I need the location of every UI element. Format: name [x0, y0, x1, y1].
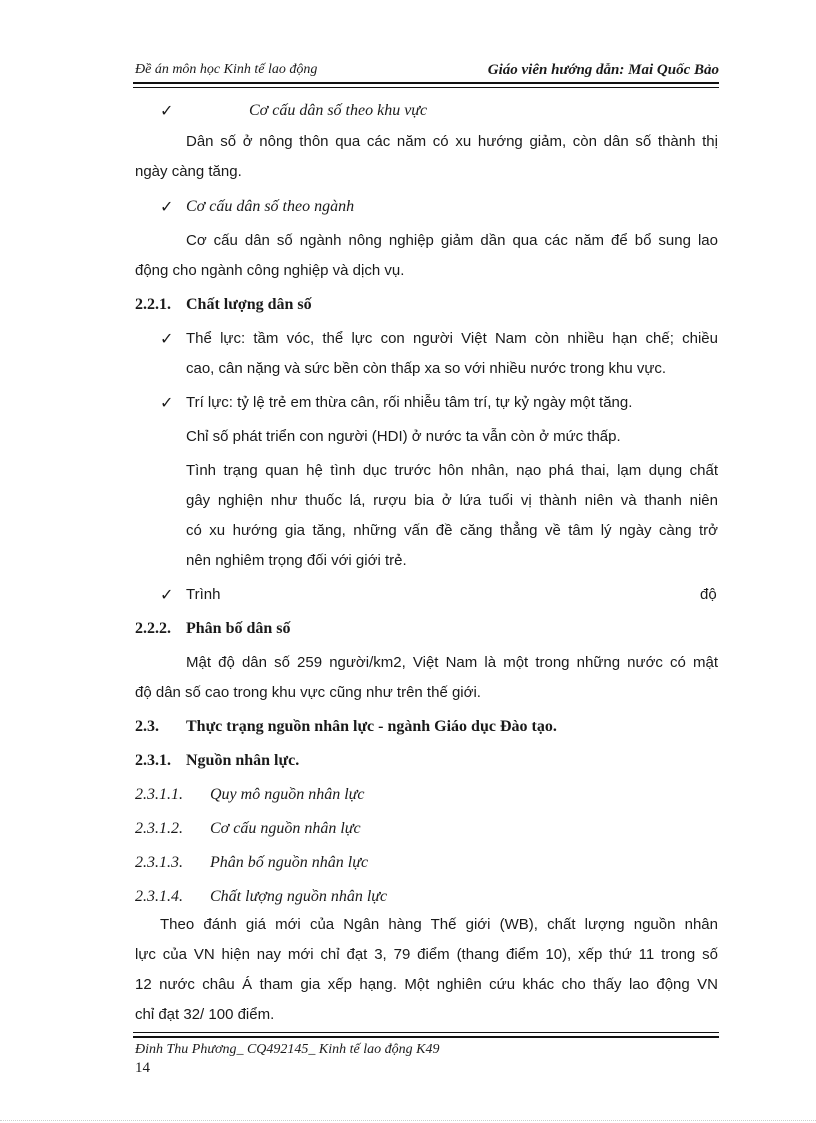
page-number: 14 [135, 1060, 150, 1076]
section-number: 2.3.1. [135, 752, 171, 769]
subsection-title: Phân bố nguồn nhân lực [210, 854, 369, 871]
subsection-heading [135, 853, 368, 873]
paragraph-line: chỉ đạt 32/ 100 điểm. [135, 1006, 275, 1023]
paragraph-line: gây nghiện như thuốc lá, rượu bia ở lứa tuổi vị thành niên và thanh niên [186, 492, 718, 509]
subsection-number: 2.3.1.3. [135, 854, 183, 871]
section-number: 2.2.1. [135, 296, 171, 313]
paragraph-line: có xu hướng gia tăng, những vấn đề căng thẳng về tâm lý ngày càng trở [186, 522, 718, 539]
section-title: Chất lượng dân số [186, 296, 312, 313]
paragraph-line: Cơ cấu dân số ngành nông nghiệp giảm dần qua các năm để bổ sung lao [186, 232, 718, 249]
section-heading [135, 619, 291, 639]
paragraph-line: lực của VN hiện nay mới chỉ đạt 3, 79 điểm (thang điểm 10), xếp thứ 11 trong số [135, 946, 718, 963]
header-left: Đề án môn học Kinh tế lao động [135, 62, 318, 77]
header-rule-thick [133, 82, 719, 84]
subsection-number: 2.3.1.2. [135, 820, 183, 837]
check-icon: ✓ [160, 101, 174, 120]
bullet-text: Cơ cấu dân số theo khu vực [249, 102, 428, 119]
subsection-title: Cơ cấu nguồn nhân lực [210, 820, 361, 837]
section-heading [135, 751, 299, 771]
footer-rule-thin [133, 1032, 719, 1033]
bullet-text: độ [700, 586, 717, 603]
header-rule-thin [133, 87, 719, 88]
section-number: 2.3. [135, 718, 159, 735]
paragraph-line: Chỉ số phát triển con người (HDI) ở nước ta vẫn còn ở mức thấp. [186, 428, 621, 445]
subsection-number: 2.3.1.4. [135, 888, 183, 905]
paragraph-line: Tình trạng quan hệ tình dục trước hôn nhân, nạo phá thai, lạm dụng chất [186, 462, 718, 479]
page-edge-dots [0, 1120, 816, 1121]
subsection-title: Quy mô nguồn nhân lực [210, 786, 365, 803]
bullet-text: Thể lực: tầm vóc, thể lực con người Việt Nam còn nhiều hạn chế; chiều [186, 330, 718, 347]
subsection-number: 2.3.1.1. [135, 786, 183, 803]
paragraph-line: ngày càng tăng. [135, 163, 242, 180]
section-heading [135, 717, 557, 737]
subsection-heading [135, 785, 364, 805]
section-title: Nguồn nhân lực. [186, 752, 300, 769]
section-number: 2.2.2. [135, 620, 171, 637]
subsection-title: Chất lượng nguồn nhân lực [210, 888, 388, 905]
bullet-text: Cơ cấu dân số theo ngành [186, 198, 355, 215]
section-title: Phân bố dân số [186, 620, 291, 637]
check-icon: ✓ [160, 197, 174, 216]
check-icon: ✓ [160, 329, 174, 348]
header-right: Giáo viên hướng dẫn: Mai Quốc Bảo [487, 62, 719, 78]
bullet-text: Trình [186, 586, 221, 603]
check-icon: ✓ [160, 585, 174, 604]
paragraph-line: Theo đánh giá mới của Ngân hàng Thế giới (WB), chất lượng nguồn nhân [160, 916, 718, 933]
section-heading [135, 295, 312, 315]
paragraph-line: độ dân số cao trong khu vực cũng như trên thế giới. [135, 684, 481, 701]
footer-rule-thick [133, 1036, 719, 1038]
footer-author: Đinh Thu Phương_ CQ492145_ Kinh tế lao động K49 [135, 1042, 440, 1057]
check-icon: ✓ [160, 393, 174, 412]
paragraph-line: 12 nước châu Á tham gia xếp hạng. Một nghiên cứu khác cho thấy lao động VN [135, 976, 718, 993]
paragraph-line: nên nghiêm trọng đối với giới trẻ. [186, 552, 407, 569]
subsection-heading [135, 887, 387, 907]
bullet-text: Trí lực: tỷ lệ trẻ em thừa cân, rối nhiễu tâm trí, tự kỷ ngày một tăng. [186, 394, 633, 411]
bullet-text: cao, cân nặng và sức bền còn thấp xa so với nhiều nước trong khu vực. [186, 360, 667, 377]
paragraph-line: động cho ngành công nghiệp và dịch vụ. [135, 262, 405, 279]
paragraph-line: Mật độ dân số 259 người/km2, Việt Nam là một trong những nước có mật [186, 654, 718, 671]
subsection-heading [135, 819, 361, 839]
paragraph-line: Dân số ở nông thôn qua các năm có xu hướng giảm, còn dân số thành thị [186, 133, 718, 150]
section-title: Thực trạng nguồn nhân lực - ngành Giáo dục Đào tạo. [186, 718, 557, 735]
